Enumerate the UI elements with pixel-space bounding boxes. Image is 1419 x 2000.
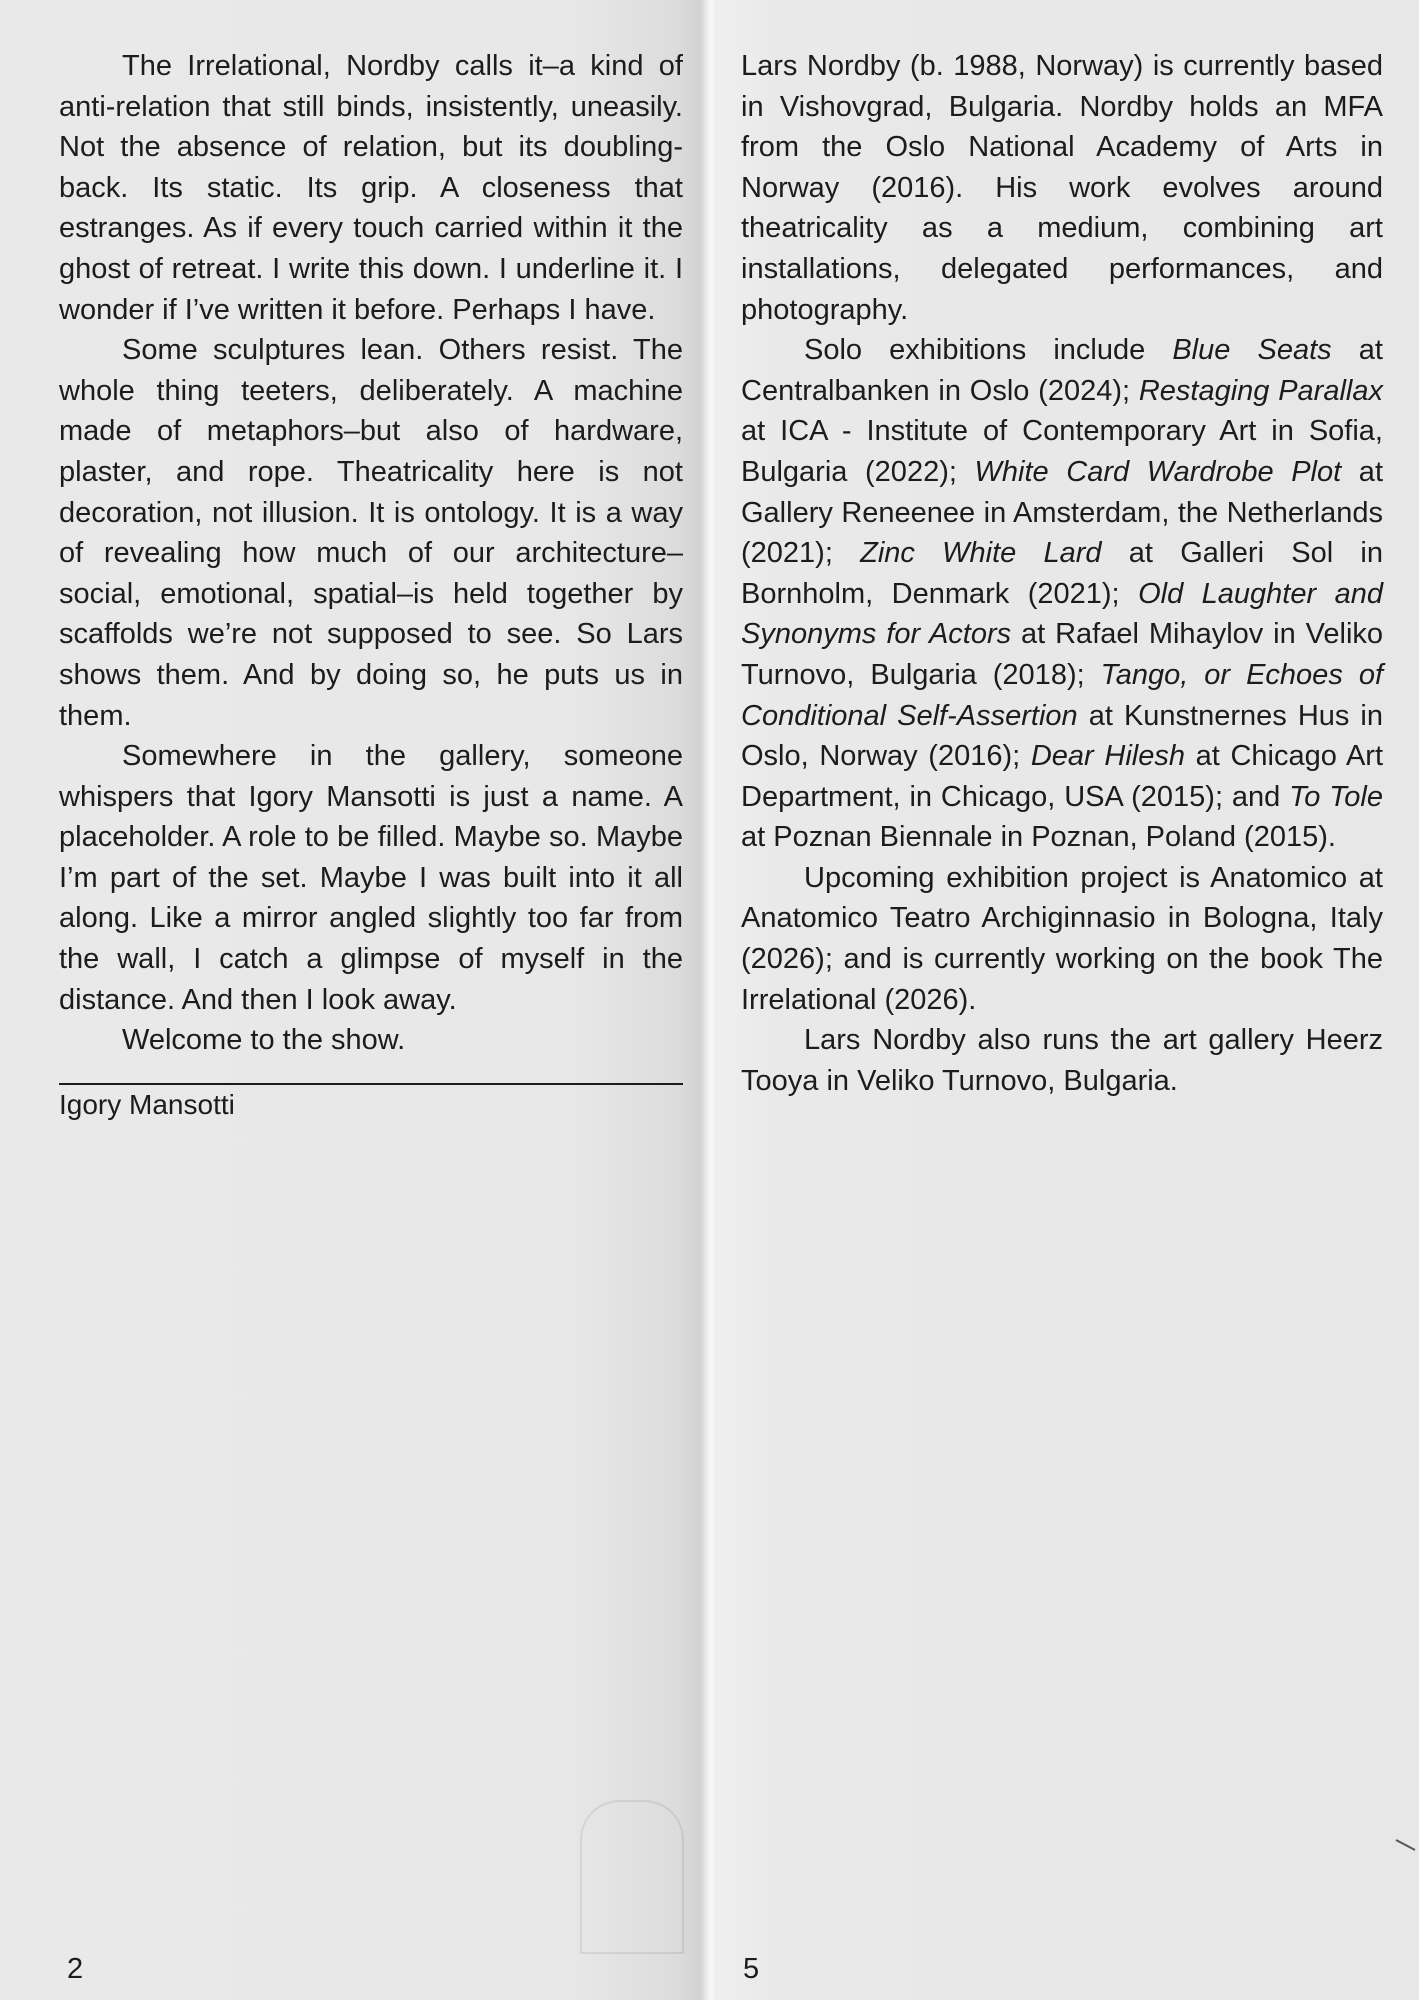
exhibition-title: To Tole <box>1289 780 1383 813</box>
essay-paragraph: Some sculptures lean. Others resist. The whole thing teeters, deliberately. A machine made of metaphors–but also of hardware, plaster, and rope. Theatricality here is not decoration, not illusion. It is ontology. It is a way of revealing how much of our architecture–social, emotional, spatial–is held together by scaffolds we’re not supposed to see. So Lars shows them. And by doing so, he puts us in them. <box>59 334 683 732</box>
exhibition-title: Dear Hilesh <box>1030 740 1185 773</box>
binding-gutter <box>700 0 720 2000</box>
gallery-paragraph: Lars Nordby also runs the art gallery Heerz Tooya in Veliko Turnovo, Bulgaria. <box>741 1024 1383 1097</box>
show-through-frame <box>580 1800 684 1954</box>
bio-paragraph: Lars Nordby (b. 1988, Norway) is currently based in Vishovgrad, Bulgaria. Nordby holds an MFA from the Oslo National Academy of Arts in Norway (2016). His work evolves around theatricality as a medium, combining art installations, delegated performances, and photography. <box>741 50 1383 326</box>
essay-signoff: Welcome to the show. <box>122 1024 406 1057</box>
essay-paragraph: The Irrelational, Nordby calls it–a kind of anti-relation that still binds, insistently, uneasily. Not the absence of relation, but its doubling-back. Its static. Its grip. A closeness that estranges. As if every touch carried within it the ghost of retreat. I write this down. I underline it. I wonder if I’ve written it before. Perhaps I have. <box>59 50 683 326</box>
exhibition-title: Restaging Parallax <box>1138 374 1383 407</box>
stray-mark-icon <box>1395 1838 1417 1852</box>
exhibition-venue: at Gallery Reneenee in Amsterdam, the Netherlands (2021); <box>741 455 1383 570</box>
page-number-right: 5 <box>743 1953 760 1985</box>
exhibition-venue: at Kunstnernes Hus in Oslo, Norway (2016); <box>741 699 1384 773</box>
exhibition-title: Zinc White Lard <box>860 537 1102 570</box>
exhibition-venue: at Galleri Sol in Bornholm, Denmark (2021); <box>741 537 1383 610</box>
solo-exhibitions-paragraph <box>741 330 1383 858</box>
left-page <box>0 0 706 2000</box>
essay-author: Igory Mansotti <box>59 1088 235 1120</box>
right-page <box>718 0 1419 2000</box>
exhibition-title: Old Laughter and Synonyms for Actors <box>741 577 1383 651</box>
exhibition-venue: at ICA - Institute of Contemporary Art in Sofia, Bulgaria (2022); <box>741 415 1383 488</box>
solo-intro: Solo exhibitions include <box>804 334 1173 367</box>
upcoming-paragraph: Upcoming exhibition project is Anatomico at Anatomico Teatro Archiginnasio in Bologna, Italy (2026); and is currently working on the book The Irrelational (2026). <box>741 861 1383 1016</box>
exhibition-venue: at Chicago Art Department, in Chicago, USA (2015); and <box>741 740 1383 813</box>
exhibition-title: White Card Wardrobe Plot <box>974 455 1342 488</box>
essay-text <box>59 46 683 1125</box>
exhibition-venue: at Rafael Mihaylov in Veliko Turnovo, Bulgaria (2018); <box>741 618 1384 691</box>
essay-paragraph: Somewhere in the gallery, someone whispers that Igory Mansotti is just a name. A placeholder. A role to be filled. Maybe so. Maybe I’m part of the set. Maybe I was built into it all along. Like a mirror angled slightly too far from the wall, I catch a glimpse of myself in the distance. And then I look away. <box>59 740 683 1016</box>
artist-bio-text <box>741 46 1383 1101</box>
page-number-left: 2 <box>67 1953 84 1985</box>
exhibition-venue: at Poznan Biennale in Poznan, Poland (2015). <box>741 821 1336 854</box>
exhibition-venue: at Centralbanken in Oslo (2024); <box>741 334 1383 407</box>
exhibition-title: Blue Seats <box>1172 334 1332 367</box>
exhibition-title: Tango, or Echoes of Conditional Self-Assertion <box>741 658 1384 732</box>
